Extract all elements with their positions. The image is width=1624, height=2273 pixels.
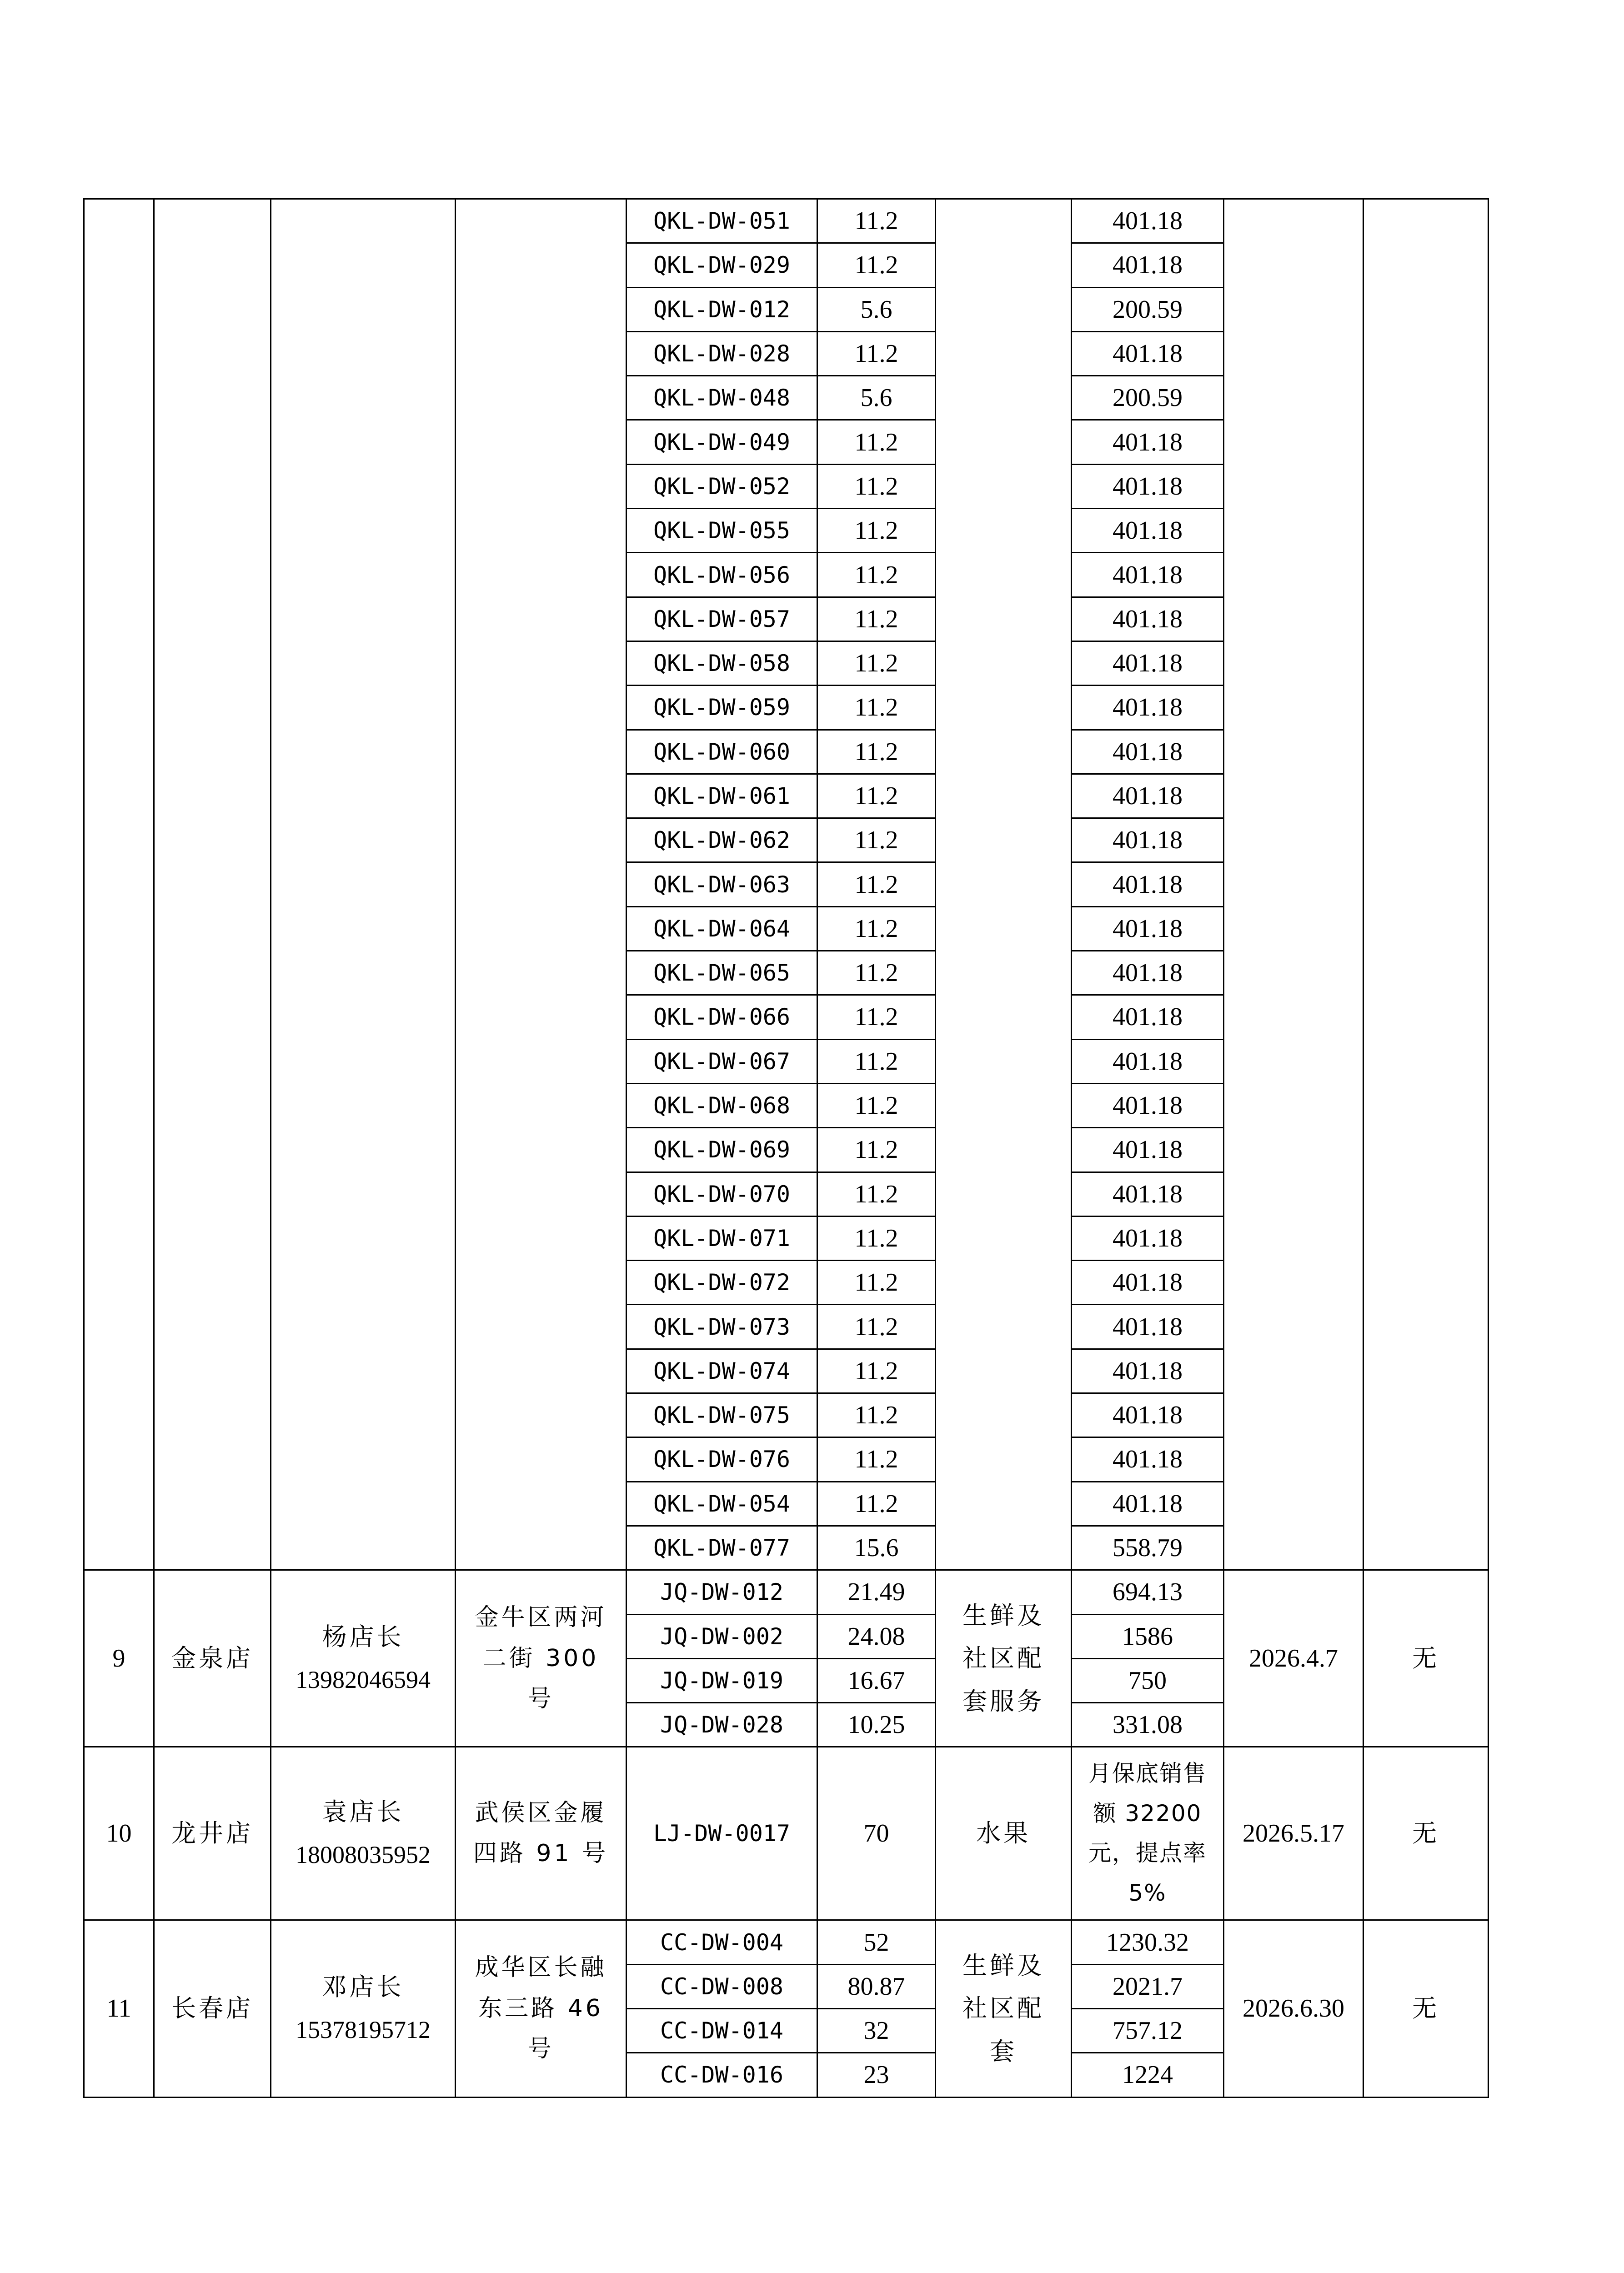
unit-code-cell: CC-DW-004 — [627, 1920, 817, 1964]
unit-code-cell: QKL-DW-069 — [627, 1128, 817, 1172]
unit-rent-cell: 401.18 — [1072, 1437, 1224, 1482]
unit-code-cell: QKL-DW-067 — [627, 1039, 817, 1083]
unit-area-cell: 11.2 — [817, 1128, 936, 1172]
unit-area-cell: 11.2 — [817, 420, 936, 464]
unit-area-cell: 11.2 — [817, 906, 936, 951]
unit-rent-cell: 401.18 — [1072, 1482, 1224, 1526]
unit-rent-cell: 月保底销售额 32200 元，提点率 5% — [1072, 1747, 1224, 1920]
manager-phone: 18008035952 — [296, 1841, 431, 1869]
unit-rent-cell: 401.18 — [1072, 995, 1224, 1039]
store-number-cell: 9 — [84, 1570, 154, 1747]
unit-rent-cell: 401.18 — [1072, 1261, 1224, 1305]
unit-area-cell: 10.25 — [817, 1703, 936, 1747]
unit-rent-cell: 401.18 — [1072, 331, 1224, 375]
manager-name: 邓店长 — [322, 1972, 404, 2001]
unit-rent-cell: 401.18 — [1072, 1393, 1224, 1437]
unit-area-cell: 11.2 — [817, 243, 936, 287]
continued-no-cell — [84, 199, 154, 1570]
unit-code-cell: QKL-DW-028 — [627, 331, 817, 375]
unit-area-cell: 11.2 — [817, 553, 936, 597]
unit-rent-cell: 401.18 — [1072, 641, 1224, 685]
manager-phone: 13982046594 — [296, 1666, 431, 1694]
unit-area-cell: 5.6 — [817, 287, 936, 331]
store-number-cell: 11 — [84, 1920, 154, 2097]
unit-rent-cell: 757.12 — [1072, 2008, 1224, 2053]
unit-rent-cell: 331.08 — [1072, 1703, 1224, 1747]
unit-rent-cell: 401.18 — [1072, 1216, 1224, 1260]
unit-rent-cell: 401.18 — [1072, 730, 1224, 774]
unit-code-cell: LJ-DW-0017 — [627, 1747, 817, 1920]
unit-rent-cell: 558.79 — [1072, 1526, 1224, 1570]
unit-area-cell: 11.2 — [817, 641, 936, 685]
unit-rent-cell: 1224 — [1072, 2053, 1224, 2097]
continued-remark-cell — [1363, 199, 1489, 1570]
unit-code-cell: JQ-DW-002 — [627, 1614, 817, 1658]
unit-code-cell: QKL-DW-012 — [627, 287, 817, 331]
unit-code-cell: CC-DW-014 — [627, 2008, 817, 2053]
unit-code-cell: QKL-DW-064 — [627, 906, 817, 951]
unit-rent-cell: 401.18 — [1072, 199, 1224, 243]
unit-rent-cell: 401.18 — [1072, 1128, 1224, 1172]
unit-code-cell: QKL-DW-049 — [627, 420, 817, 464]
table-row — [84, 1920, 1489, 1964]
unit-code-cell: QKL-DW-060 — [627, 730, 817, 774]
unit-area-cell: 16.67 — [817, 1658, 936, 1702]
store-name-cell: 金泉店 — [154, 1570, 271, 1747]
unit-area-cell: 80.87 — [817, 1964, 936, 2008]
unit-code-cell: QKL-DW-054 — [627, 1482, 817, 1526]
unit-area-cell: 11.2 — [817, 818, 936, 862]
business-use-cell: 水果 — [936, 1747, 1072, 1920]
remark-cell: 无 — [1363, 1920, 1489, 2097]
store-contact-cell — [271, 1570, 456, 1747]
business-use-cell: 生鲜及社区配套 — [936, 1920, 1072, 2097]
unit-area-cell: 5.6 — [817, 376, 936, 420]
store-name-cell: 龙井店 — [154, 1747, 271, 1920]
table-row — [84, 199, 1489, 243]
unit-code-cell: QKL-DW-058 — [627, 641, 817, 685]
unit-code-cell: CC-DW-008 — [627, 1964, 817, 2008]
expiry-date-cell: 2026.6.30 — [1224, 1920, 1363, 2097]
continued-contact-cell — [271, 199, 456, 1570]
business-use-cell: 生鲜及社区配套服务 — [936, 1570, 1072, 1747]
store-contact-cell — [271, 1747, 456, 1920]
unit-code-cell: QKL-DW-055 — [627, 509, 817, 553]
unit-rent-cell: 750 — [1072, 1658, 1224, 1702]
store-address-cell: 武侯区金履四路 91 号 — [456, 1747, 627, 1920]
unit-area-cell: 11.2 — [817, 1349, 936, 1393]
unit-rent-cell: 401.18 — [1072, 420, 1224, 464]
remark-cell: 无 — [1363, 1747, 1489, 1920]
unit-area-cell: 11.2 — [817, 1305, 936, 1349]
unit-rent-cell: 401.18 — [1072, 243, 1224, 287]
unit-area-cell: 11.2 — [817, 464, 936, 508]
unit-code-cell: QKL-DW-075 — [627, 1393, 817, 1437]
store-address-cell: 成华区长融东三路 46 号 — [456, 1920, 627, 2097]
unit-rent-cell: 200.59 — [1072, 376, 1224, 420]
unit-area-cell: 11.2 — [817, 1261, 936, 1305]
unit-code-cell: QKL-DW-077 — [627, 1526, 817, 1570]
table-row — [84, 1747, 1489, 1920]
unit-area-cell: 15.6 — [817, 1526, 936, 1570]
unit-rent-cell: 401.18 — [1072, 906, 1224, 951]
unit-area-cell: 11.2 — [817, 995, 936, 1039]
unit-code-cell: JQ-DW-019 — [627, 1658, 817, 1702]
store-name-cell: 长春店 — [154, 1920, 271, 2097]
unit-area-cell: 11.2 — [817, 597, 936, 641]
unit-code-cell: QKL-DW-029 — [627, 243, 817, 287]
unit-area-cell: 32 — [817, 2008, 936, 2053]
manager-name: 杨店长 — [322, 1622, 404, 1651]
unit-code-cell: QKL-DW-051 — [627, 199, 817, 243]
continued-date-cell — [1224, 199, 1363, 1570]
unit-area-cell: 11.2 — [817, 1482, 936, 1526]
unit-code-cell: QKL-DW-073 — [627, 1305, 817, 1349]
unit-code-cell: QKL-DW-074 — [627, 1349, 817, 1393]
unit-area-cell: 11.2 — [817, 1083, 936, 1127]
unit-rent-cell: 401.18 — [1072, 1305, 1224, 1349]
unit-code-cell: QKL-DW-061 — [627, 774, 817, 818]
unit-area-cell: 11.2 — [817, 199, 936, 243]
unit-rent-cell: 401.18 — [1072, 1039, 1224, 1083]
remark-cell: 无 — [1363, 1570, 1489, 1747]
unit-rent-cell: 401.18 — [1072, 1349, 1224, 1393]
unit-rent-cell: 401.18 — [1072, 1083, 1224, 1127]
unit-area-cell: 21.49 — [817, 1570, 936, 1614]
table-body — [84, 199, 1489, 2098]
unit-code-cell: QKL-DW-062 — [627, 818, 817, 862]
unit-code-cell: QKL-DW-057 — [627, 597, 817, 641]
unit-area-cell: 24.08 — [817, 1614, 936, 1658]
unit-rent-cell: 401.18 — [1072, 686, 1224, 730]
unit-area-cell: 11.2 — [817, 774, 936, 818]
unit-rent-cell: 401.18 — [1072, 1172, 1224, 1216]
unit-rent-cell: 200.59 — [1072, 287, 1224, 331]
store-number-cell: 10 — [84, 1747, 154, 1920]
unit-code-cell: QKL-DW-052 — [627, 464, 817, 508]
expiry-date-cell: 2026.5.17 — [1224, 1747, 1363, 1920]
unit-area-cell: 11.2 — [817, 1172, 936, 1216]
unit-code-cell: QKL-DW-059 — [627, 686, 817, 730]
unit-code-cell: QKL-DW-072 — [627, 1261, 817, 1305]
unit-code-cell: QKL-DW-056 — [627, 553, 817, 597]
continued-use-cell — [936, 199, 1072, 1570]
unit-code-cell: QKL-DW-068 — [627, 1083, 817, 1127]
expiry-date-cell: 2026.4.7 — [1224, 1570, 1363, 1747]
unit-code-cell: CC-DW-016 — [627, 2053, 817, 2097]
store-address-cell: 金牛区两河二街 300 号 — [456, 1570, 627, 1747]
unit-rent-cell: 401.18 — [1072, 509, 1224, 553]
unit-code-cell: QKL-DW-070 — [627, 1172, 817, 1216]
unit-area-cell: 11.2 — [817, 1039, 936, 1083]
unit-rent-cell: 401.18 — [1072, 774, 1224, 818]
unit-area-cell: 11.2 — [817, 1393, 936, 1437]
unit-rent-cell: 401.18 — [1072, 464, 1224, 508]
unit-code-cell: QKL-DW-048 — [627, 376, 817, 420]
unit-area-cell: 11.2 — [817, 730, 936, 774]
unit-area-cell: 11.2 — [817, 509, 936, 553]
unit-code-cell: QKL-DW-066 — [627, 995, 817, 1039]
unit-rent-cell: 401.18 — [1072, 818, 1224, 862]
unit-rent-cell: 401.18 — [1072, 862, 1224, 906]
store-contact-cell — [271, 1920, 456, 2097]
unit-code-cell: QKL-DW-065 — [627, 951, 817, 995]
unit-rent-cell: 1586 — [1072, 1614, 1224, 1658]
unit-rent-cell: 401.18 — [1072, 553, 1224, 597]
unit-area-cell: 70 — [817, 1747, 936, 1920]
unit-area-cell: 23 — [817, 2053, 936, 2097]
unit-area-cell: 52 — [817, 1920, 936, 1964]
store-rental-table — [83, 198, 1489, 2098]
unit-code-cell: QKL-DW-063 — [627, 862, 817, 906]
continued-address-cell — [456, 199, 627, 1570]
unit-rent-cell: 401.18 — [1072, 597, 1224, 641]
unit-code-cell: QKL-DW-071 — [627, 1216, 817, 1260]
unit-area-cell: 11.2 — [817, 951, 936, 995]
unit-rent-cell: 1230.32 — [1072, 1920, 1224, 1964]
unit-code-cell: JQ-DW-028 — [627, 1703, 817, 1747]
unit-area-cell: 11.2 — [817, 862, 936, 906]
unit-area-cell: 11.2 — [817, 1216, 936, 1260]
manager-name: 袁店长 — [322, 1797, 404, 1826]
unit-code-cell: JQ-DW-012 — [627, 1570, 817, 1614]
unit-area-cell: 11.2 — [817, 686, 936, 730]
continued-name-cell — [154, 199, 271, 1570]
unit-rent-cell: 694.13 — [1072, 1570, 1224, 1614]
table-row — [84, 1570, 1489, 1614]
unit-area-cell: 11.2 — [817, 331, 936, 375]
manager-phone: 15378195712 — [296, 2016, 431, 2044]
unit-rent-cell: 2021.7 — [1072, 1964, 1224, 2008]
unit-code-cell: QKL-DW-076 — [627, 1437, 817, 1482]
unit-area-cell: 11.2 — [817, 1437, 936, 1482]
unit-rent-cell: 401.18 — [1072, 951, 1224, 995]
